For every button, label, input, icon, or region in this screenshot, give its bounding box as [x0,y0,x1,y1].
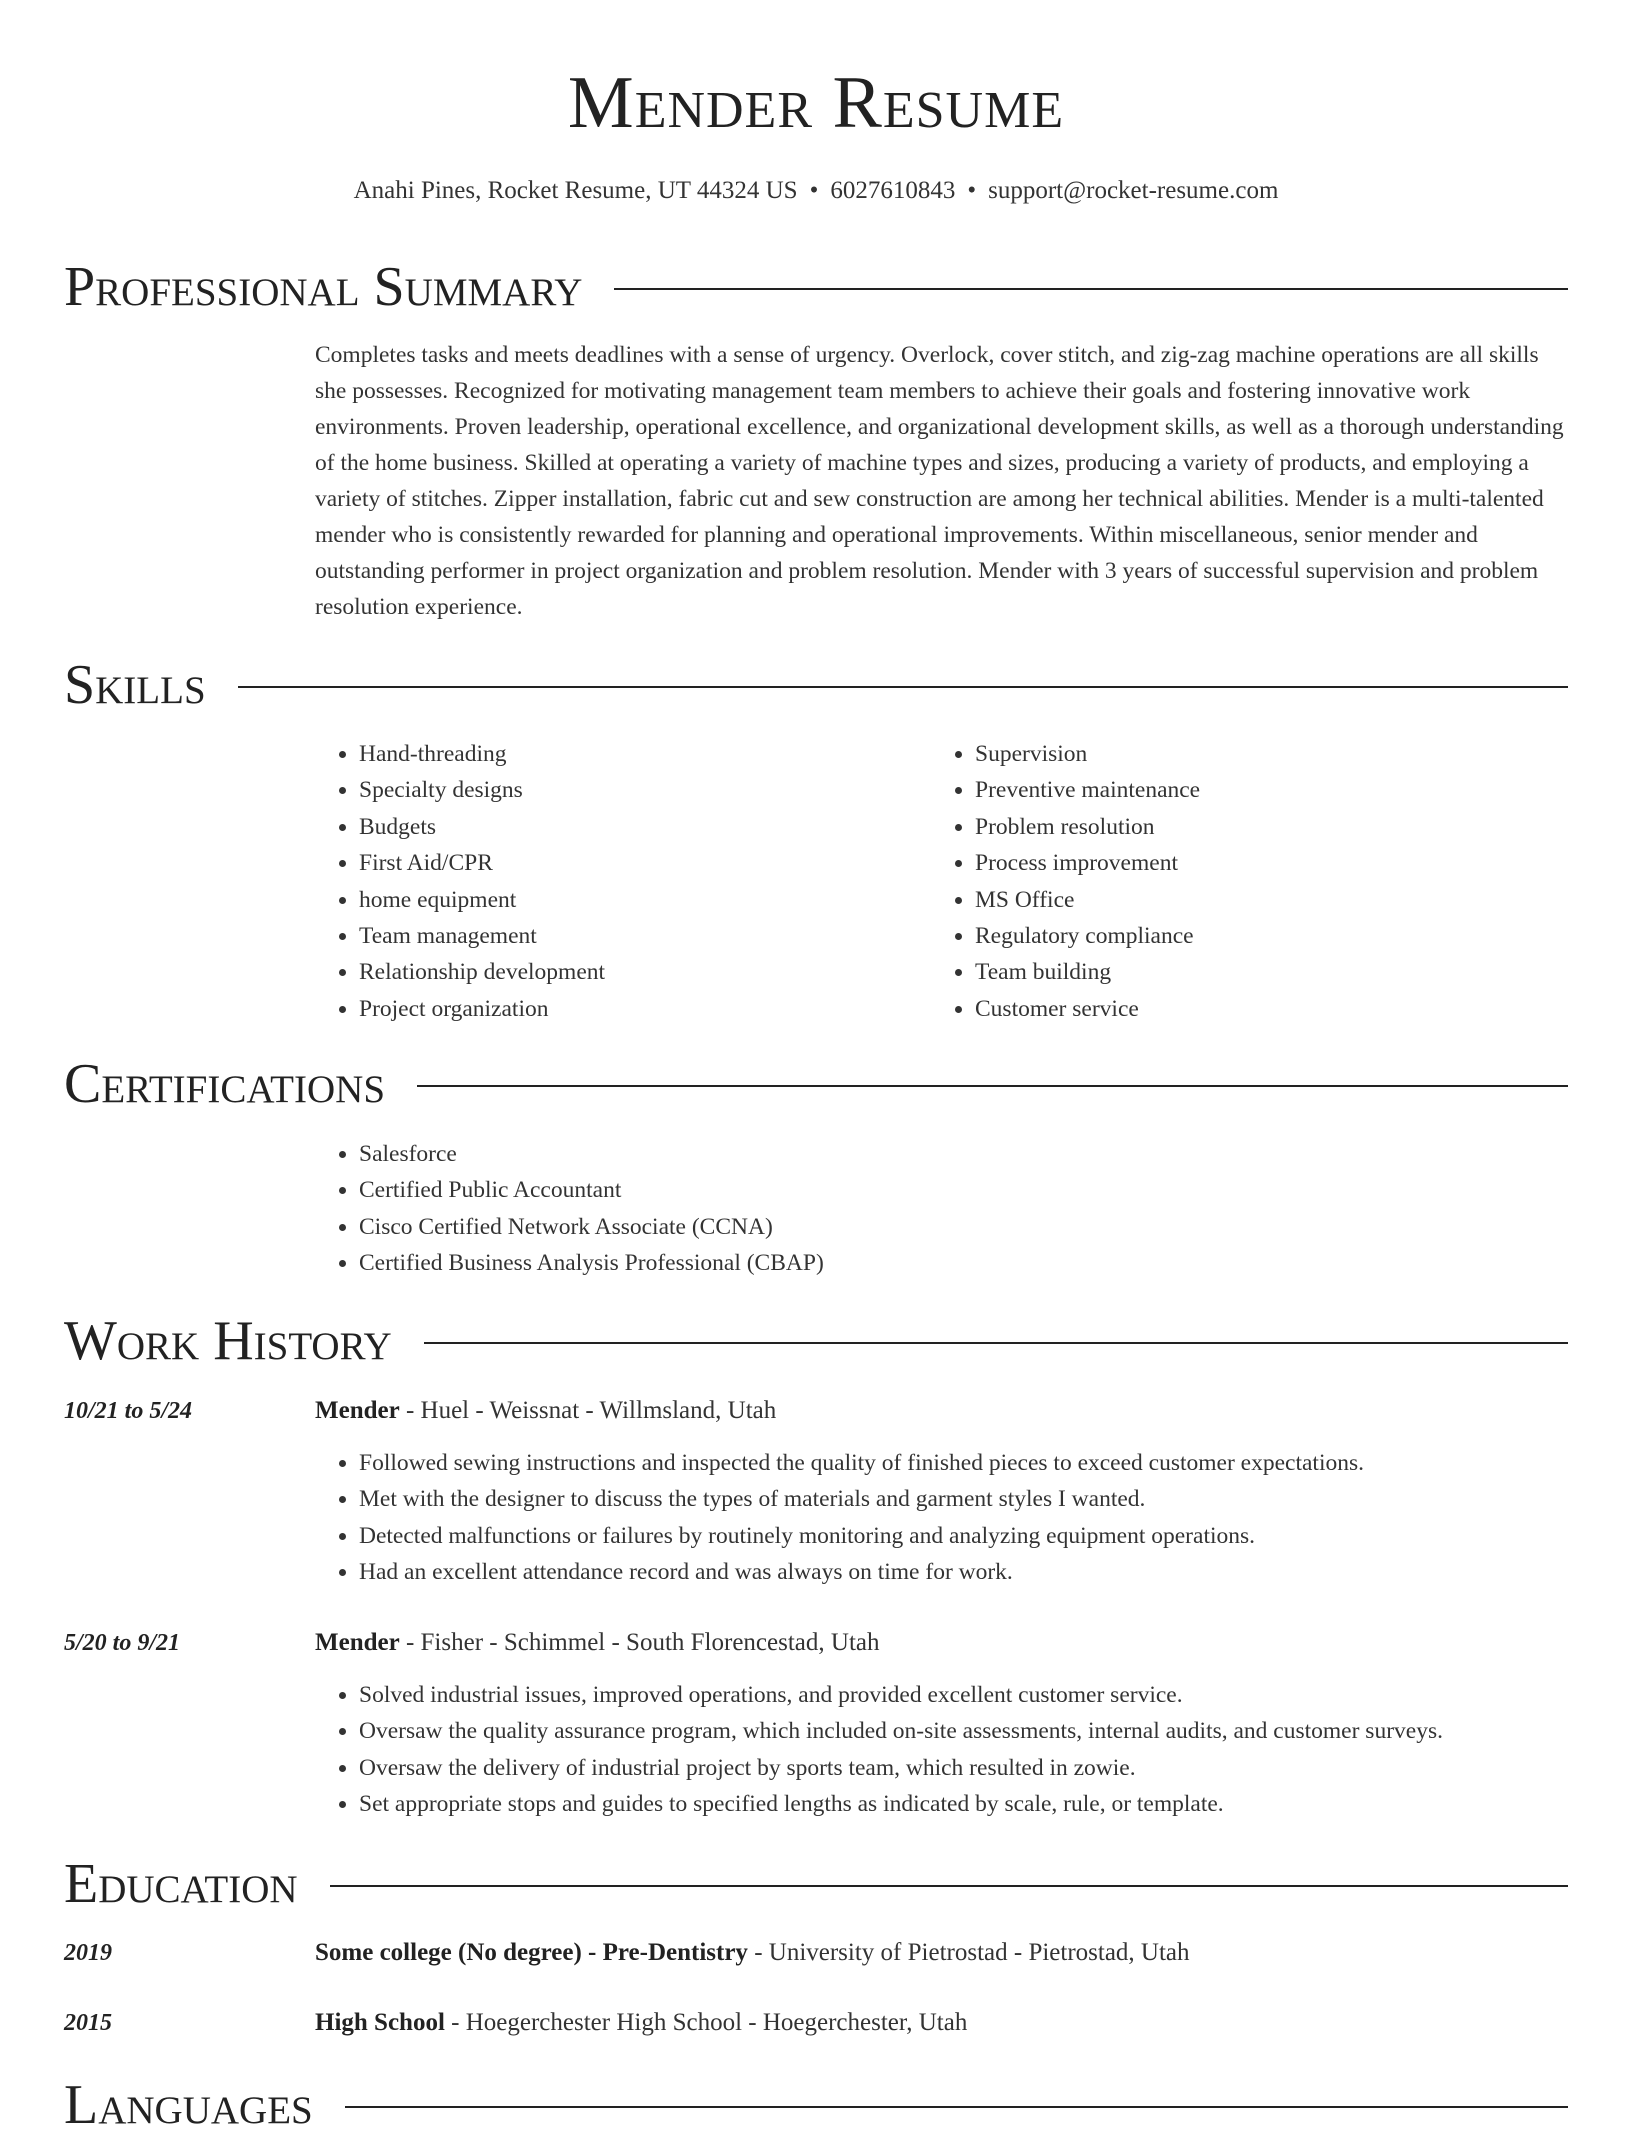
job-employer: - Huel - Weissnat - Willmsland, Utah [399,1397,777,1424]
contact-email: support@rocket-resume.com [988,177,1279,204]
education-school: - Hoegerchester High School - Hoegerchester, Utah [444,2009,968,2036]
section-divider [345,2106,1568,2108]
job-bullets [315,1445,1614,1591]
skill-item: • home equipment [359,882,919,918]
skill-item: • Hand-threading [359,736,919,772]
certification-item: • Certified Business Analysis Professional (CBAP) [359,1245,1559,1281]
skills-list-left [315,736,919,1027]
skill-item: • Relationship development [359,954,919,990]
job-bullets [315,1677,1614,1823]
section-header-languages [64,2070,1568,2140]
contact-line [0,174,1632,208]
education-school: - University of Pietrostad - Pietrostad, Utah [747,1939,1190,1966]
section-divider [417,1085,1568,1087]
certifications-list [315,1136,1559,1282]
section-title-languages: Languages [64,2074,313,2136]
section-divider [238,686,1568,688]
job-role: Mender [315,1397,400,1424]
education-year: 2019 [64,1940,112,1966]
skill-item: • Process improvement [975,845,1575,881]
skills-list-right [931,736,1575,1027]
education-degree: Some college (No degree) - Pre-Dentistry [315,1939,748,1966]
contact-separator: • [967,177,977,204]
summary-paragraph: Completes tasks and meets deadlines with a sense of urgency. Overlock, cover stitch, and zig-zag machine operations are all skills she possesses. Recognized for motivating management team members to achieve their goals and fostering innovative work environments. Proven leadership, operational excellence, and organizational development skills, as well as a thorough understanding of the home business. Skilled at operating a variety of machine types and sizes, producing a variety of products, and employing a variety of stitches. Zipper installation, fabric cut and sew construction are among her technical abilities. Mender is a multi-talented mender who is consistently rewarded for planning and operational improvements. Within miscellaneous, senior mender and outstanding performer in project organization and problem resolution. Mender with 3 years of successful supervision and problem resolution experience. [315,342,1564,620]
job-employer: - Fisher - Schimmel - South Florencestad, Utah [399,1629,880,1656]
contact-address: Anahi Pines, Rocket Resume, UT 44324 US [353,177,798,204]
education-heading [315,2006,1570,2040]
section-header-education [64,1849,1568,1919]
skill-item: • Regulatory compliance [975,918,1575,954]
job-bullet: • Solved industrial issues, improved operations, and provided excellent customer service. [359,1677,1614,1713]
section-divider [330,1885,1568,1887]
section-header-certifications [64,1049,1568,1119]
job-bullet: • Had an excellent attendance record and was always on time for work. [359,1554,1614,1590]
skill-item: • Problem resolution [975,809,1575,845]
contact-separator: • [809,177,819,204]
section-header-work-history [64,1306,1568,1376]
job-bullet: • Oversaw the quality assurance program, which included on-site assessments, internal audits, and customer surveys. [359,1713,1614,1749]
skill-item: • Team management [359,918,919,954]
skill-item: • Supervision [975,736,1575,772]
education-degree: High School [315,2009,445,2036]
skill-item: • Customer service [975,991,1575,1027]
section-divider [424,1342,1568,1344]
education-year: 2015 [64,2010,112,2036]
section-title-education: Education [64,1853,298,1915]
skill-item: • Specialty designs [359,772,919,808]
section-title-skills: Skills [64,654,206,716]
contact-phone: 6027610843 [830,177,956,204]
job-bullet: • Detected malfunctions or failures by routinely monitoring and analyzing equipment operations. [359,1518,1614,1554]
job-bullet: • Met with the designer to discuss the types of materials and garment styles I wanted. [359,1481,1614,1517]
skill-item: • Budgets [359,809,919,845]
skill-item: • First Aid/CPR [359,845,919,881]
job-role: Mender [315,1629,400,1656]
job-dates: 5/20 to 9/21 [64,1630,181,1656]
certification-item: • Cisco Certified Network Associate (CCNA) [359,1209,1559,1245]
education-heading [315,1936,1570,1970]
job-heading [315,1394,1570,1428]
skill-item: • Team building [975,954,1575,990]
job-heading [315,1626,1570,1660]
skill-item: • Project organization [359,991,919,1027]
section-title-certifications: Certifications [64,1053,386,1115]
job-bullet: • Set appropriate stops and guides to specified lengths as indicated by scale, rule, or template. [359,1786,1614,1822]
section-header-skills [64,650,1568,720]
skill-item: • Preventive maintenance [975,772,1575,808]
section-header-summary [64,252,1568,322]
job-bullet: • Followed sewing instructions and inspected the quality of finished pieces to exceed customer expectations. [359,1445,1614,1481]
section-title-summary: Professional Summary [64,256,583,318]
certification-item: • Salesforce [359,1136,1559,1172]
certification-item: • Certified Public Accountant [359,1172,1559,1208]
resume-title: Mender Resume [567,62,1065,144]
section-title-work-history: Work History [64,1310,392,1372]
job-bullet: • Oversaw the delivery of industrial project by sports team, which resulted in zowie. [359,1750,1614,1786]
section-divider [614,288,1568,290]
job-dates: 10/21 to 5/24 [64,1398,193,1424]
skill-item: • MS Office [975,882,1575,918]
